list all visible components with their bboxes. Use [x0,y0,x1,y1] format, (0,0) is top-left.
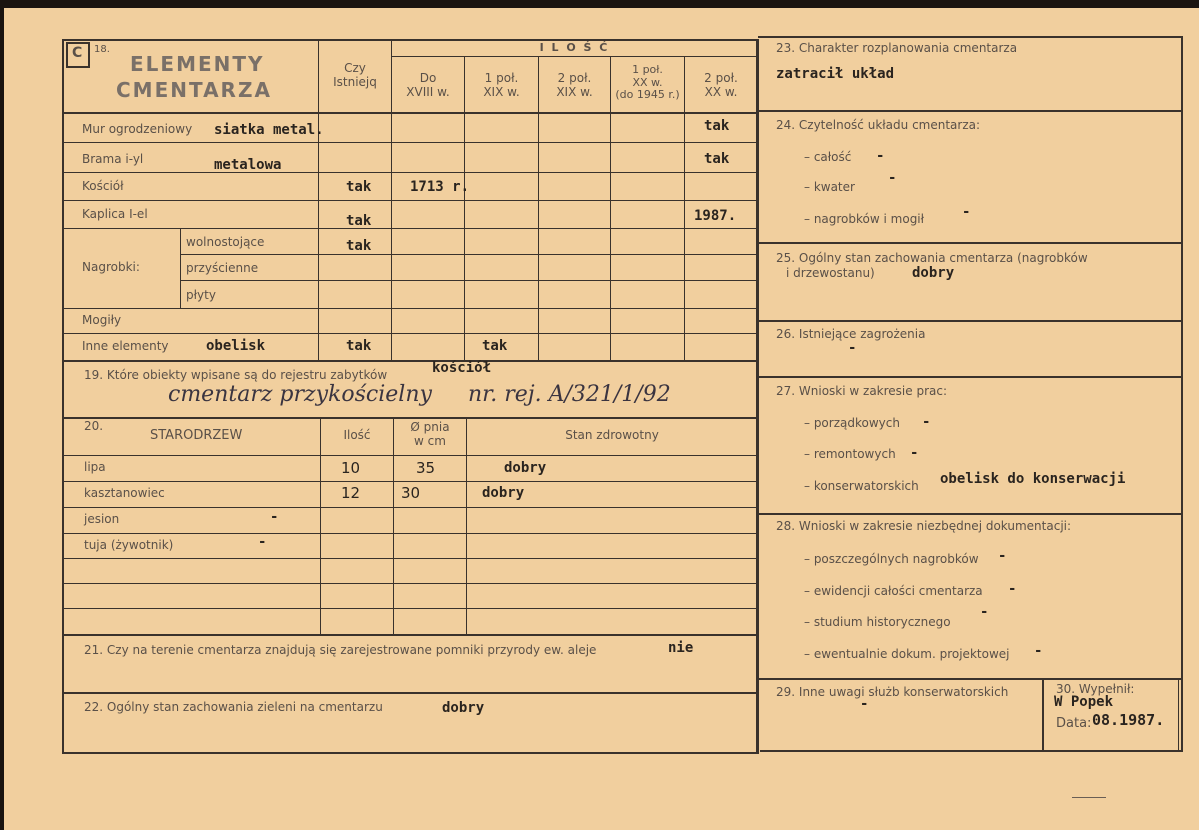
tree-ilosc: 12 [341,484,361,502]
sec21-label: 21. Czy na terenie cmentarza znajdują się zarejestrowane pomniki przyrody ew. aleje [84,643,597,657]
col-header-2pol-xix: 2 poł. XIX w. [556,71,593,99]
right-row [758,513,1183,515]
sec19-bottom [62,417,758,419]
col-header-2pol-xx: 2 poł. XX w. [704,71,738,99]
sec24-b: – kwater [804,180,855,194]
ilosc-underline [391,56,757,57]
sec28-b: – ewidencji całości cmentarza [804,584,983,598]
row-line [62,558,758,559]
row-line [62,533,758,534]
divider-middle [756,39,759,754]
sec21-bottom [62,692,758,694]
frame-right [1181,36,1183,752]
right-row [758,678,1183,680]
col-line [464,56,465,361]
frame-left [62,39,64,754]
sec19-handwriting-1: cmentarz przykościelny [168,382,432,407]
right-row [758,110,1183,112]
sec19-label: 19. Które obiekty wpisane są do rejestru zabytków [84,368,388,382]
brama-2pol-xx: tak [704,151,730,167]
sec28-c: – studium historycznego [804,615,951,629]
sec28-d: – ewentualnie dokum. projektowej [804,647,1010,661]
frame-top-left [62,39,758,41]
row-line [62,172,758,173]
inne-czy: tak [346,338,372,354]
sec19-typed: kościół [432,360,492,376]
wolno-czy: tak [346,238,372,254]
frame-top-right [758,36,1183,38]
right-row [758,320,1183,322]
right-inner-right [1178,680,1179,750]
pencil-mark [1072,797,1106,798]
inne-1pol-xix: tak [482,338,508,354]
sec20-stan-header: Stan zdrowotny [565,428,659,442]
sec30-label: 30. Wypełnił: [1056,682,1135,696]
mur-2pol-xx: tak [704,118,730,134]
inne-desc: obelisk [206,338,266,354]
tree-ilosc: - [270,509,279,525]
section-title-line2: CMENTARZA [116,78,272,102]
sec27-label: 27. Wnioski w zakresie prac: [776,384,948,398]
col-header-1pol-xx: 1 poł. XX w. (do 1945 r.) [615,63,680,102]
sec29-30-divider [1042,680,1044,752]
sec25-value: dobry [912,265,955,281]
row-line [62,228,758,229]
sec22-value: dobry [442,700,485,716]
tree-ilosc: 10 [341,459,361,477]
record-card [4,8,1199,830]
sec24-c: – nagrobków i mogił [804,212,925,226]
section-title-line1: ELEMENTY [130,52,265,76]
row-label-kosciol: Kościół [82,179,124,193]
sec28-d-value: - [1034,643,1043,659]
czy-header: Czy Istniejq [333,61,377,89]
sec30-name: W Popek [1054,694,1114,710]
row-line [62,608,758,609]
sec23-label: 23. Charakter rozplanowania cmentarza [776,41,1018,55]
sec28-a: – poszczególnych nagrobków [804,552,979,566]
kaplica-czy: tak [346,213,372,229]
row-label-inne: Inne elementy [82,339,169,353]
ilosc-header: I L O Ś Ć [539,41,610,54]
sec27-a: – porządkowych [804,416,900,430]
row-label-wolnostojace: wolnostojące [186,235,265,249]
row-line [62,455,758,456]
row-line [62,333,758,334]
sec20-ilosc-header: Ilość [343,428,371,442]
tree-name: lipa [84,460,106,474]
col-line [320,417,321,635]
row-line [62,481,758,482]
sec30-date-label: Data: [1056,716,1092,731]
sec30-date-value: 08.1987. [1092,711,1165,729]
sec20-title: STARODRZEW [150,428,243,443]
sec27-a-value: - [922,414,931,430]
col-line [684,56,685,361]
tree-pnia: 30 [401,484,421,502]
row-line [62,507,758,508]
kaplica-2pol-xx: 1987. [694,208,737,224]
sec24-a: – całość [804,150,852,164]
sec24-label: 24. Czytelność układu cmentarza: [776,118,981,132]
brama-desc: metalowa [214,157,282,173]
right-row [758,242,1183,244]
row-label-brama: Brama i-yl [82,152,144,166]
sec23-value: zatracił układ [776,66,895,82]
right-bottom [760,750,1183,752]
row-line [180,280,758,281]
section-number: 18. [94,44,110,55]
row-line-thick [62,360,758,362]
row-label-kaplica: Kaplica I-el [82,207,148,221]
sec24-a-value: - [876,148,885,164]
sec27-b-value: - [910,445,919,461]
row-label-nagrobki: Nagrobki: [82,260,140,274]
sec25-label-2: i drzewostanu) [786,266,875,280]
tree-name: kasztanowiec [84,486,165,500]
col-header-1pol-xix: 1 poł. XIX w. [483,71,520,99]
right-row [758,376,1183,378]
tree-stan: dobry [504,460,547,476]
mur-desc: siatka metal. [214,122,324,138]
col-header-do-xviii: Do XVIII w. [406,71,450,99]
sec29-value: - [860,696,869,712]
col-line [538,56,539,361]
row-line [62,308,758,309]
row-label-mogily: Mogiły [82,313,122,327]
sec22-label: 22. Ogólny stan zachowania zieleni na cmentarzu [84,700,383,714]
row-line [62,142,758,143]
row-label-mur: Mur ogrodzeniowy [82,122,193,136]
row-line [62,200,758,201]
col-line [180,228,181,308]
sec27-b: – remontowych [804,447,896,461]
tree-ilosc: - [258,534,267,550]
sec29-label: 29. Inne uwagi służb konserwatorskich [776,685,1009,699]
tree-name: tuja (żywotnik) [84,538,174,552]
sec20-bottom [62,634,758,636]
sec26-value: - [848,340,857,356]
sec20-number: 20. [84,419,104,433]
sec21-value: nie [668,640,694,656]
header-bottom [62,112,758,114]
sec19-handwriting-2: nr. rej. A/321/1/92 [468,382,671,407]
sec28-a-value: - [998,548,1007,564]
frame-bottom-left [62,752,759,754]
tree-stan: dobry [482,485,525,501]
sec25-label-1: 25. Ogólny stan zachowania cmentarza (nagrobków [776,251,1088,265]
sec28-b-value: - [1008,581,1017,597]
sec28-c-value: - [980,604,989,620]
sec20-pnia-header: Ø pnia w cm [410,420,450,448]
row-label-przyscienne: przyścienne [186,261,259,275]
kosciol-do-xviii: 1713 r. [410,179,470,195]
row-label-plyty: płyty [186,288,216,302]
sec26-label: 26. Istniejące zagrożenia [776,327,926,341]
sec27-c: – konserwatorskich [804,479,919,493]
sec24-c-value: - [962,204,971,220]
kosciol-czy: tak [346,179,372,195]
sec27-c-value: obelisk do konserwacji [940,471,1126,487]
row-line [180,254,758,255]
letter-c: C [72,45,83,61]
sec24-b-value: - [888,170,897,186]
tree-name: jesion [84,512,120,526]
row-line [62,583,758,584]
col-line [466,417,467,635]
col-line [393,417,394,635]
sec28-label: 28. Wnioski w zakresie niezbędnej dokumentacji: [776,519,1072,533]
tree-pnia: 35 [416,459,436,477]
